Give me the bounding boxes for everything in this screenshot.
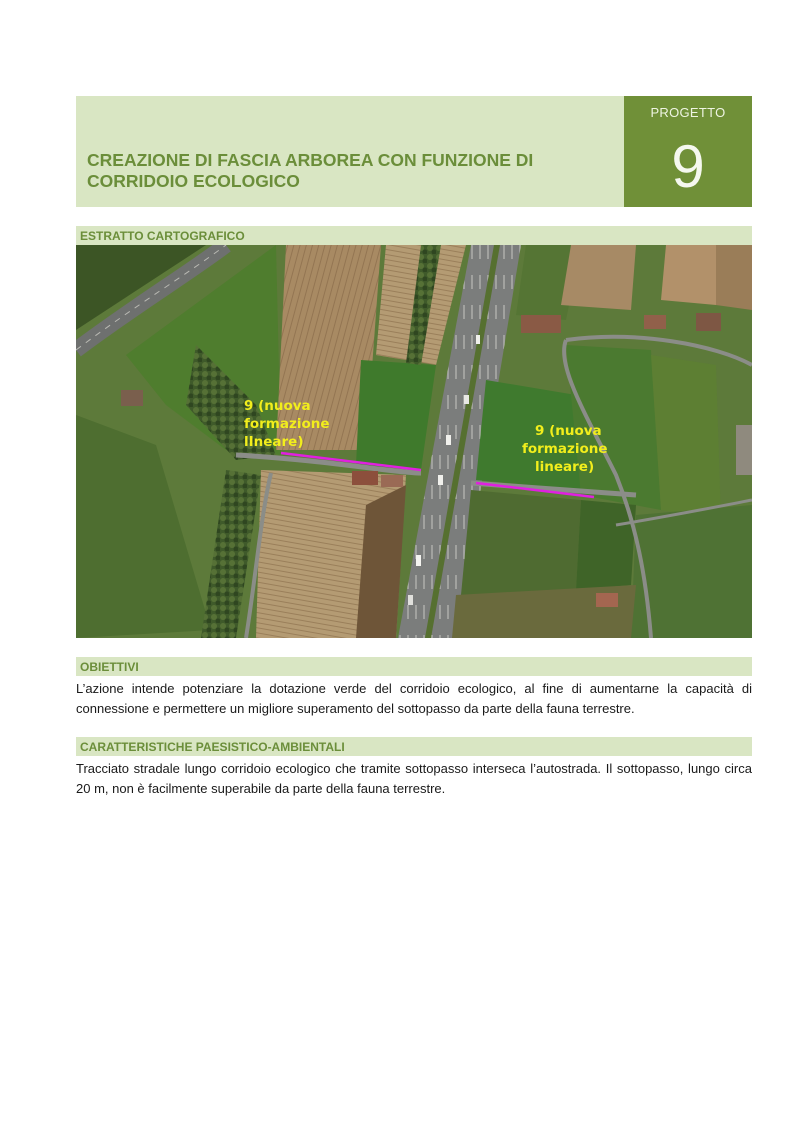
objectives-text: L’azione intende potenziare la dotazione verde del corridoio ecologico, al fine di aumentarne la capacità di connessione e permettere un migliore superamento del sottopasso da parte della fauna terrestre. — [76, 681, 752, 716]
aerial-map-image — [76, 245, 752, 638]
section-heading-landscape: CARATTERISTICHE PAESISTICO-AMBIENTALI — [76, 737, 752, 756]
map-label-right-line2: formazione — [522, 441, 608, 457]
map-label-right-line1: 9 (nuova — [535, 423, 602, 439]
project-badge — [624, 96, 752, 207]
map-label-left-line1: 9 (nuova — [244, 398, 311, 414]
map-label-right-line3: lineare) — [535, 459, 595, 475]
project-number: 9 — [671, 133, 705, 200]
page-title: CREAZIONE DI FASCIA ARBOREA CON FUNZIONE DI CORRIDOIO ECOLOGICO — [87, 150, 534, 191]
section-heading-map: ESTRATTO CARTOGRAFICO — [76, 226, 752, 245]
map-label-left-line2: formazione — [244, 416, 330, 432]
project-header — [76, 96, 752, 207]
section-heading-objectives: OBIETTIVI — [76, 657, 752, 676]
landscape-text: Tracciato stradale lungo corridoio ecologico che tramite sottopasso interseca l’autostrada. Il sottopasso, lungo circa 20 m, non è facilmente superabile da parte della fauna terrestre. — [76, 761, 752, 796]
map-label-left-line3: lIneare) — [244, 434, 304, 450]
project-label: PROGETTO — [650, 105, 726, 120]
